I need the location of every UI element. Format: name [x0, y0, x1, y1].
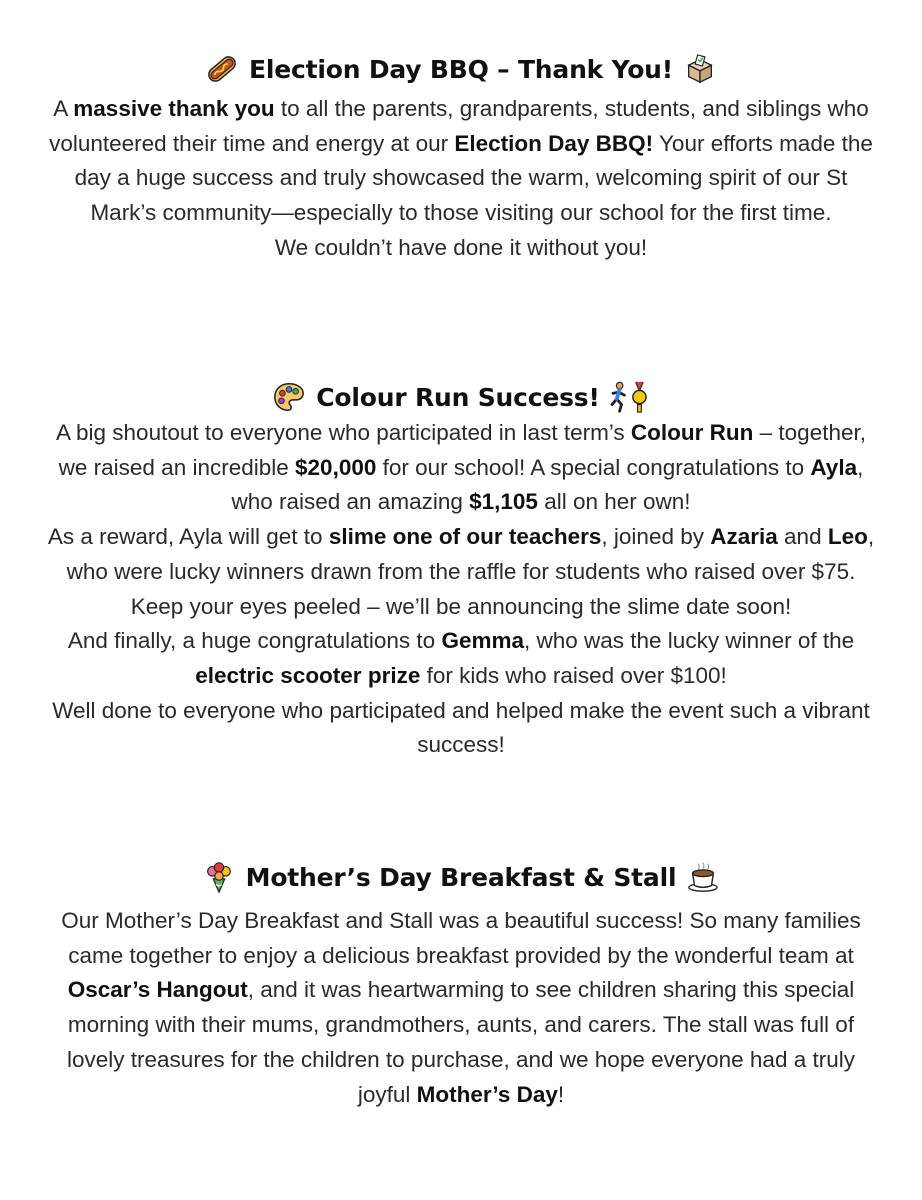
- paragraph: A big shoutout to everyone who participated in last term’s Colour Run – together, we raised an incredible $20,000 for our school! A special congratulations to Ayla, who raised an amazing $1,105 all on her own!: [56, 420, 866, 515]
- paragraph: As a reward, Ayla will get to slime one of our teachers, joined by Azaria and Leo, who were lucky winners drawn from the raffle for students who raised over $75.: [47, 524, 875, 584]
- paragraph: Well done to everyone who participated and helped make the event such a vibrant success!: [52, 697, 870, 758]
- section-heading: [40, 860, 882, 894]
- section-title: Election Day BBQ – Thank You!: [249, 54, 673, 84]
- section-election-bbq: [40, 52, 882, 266]
- section-colour-run: [40, 380, 882, 763]
- bouquet-icon: [202, 860, 236, 894]
- paragraph: Our Mother’s Day Breakfast and Stall was a beautiful success! So many families came together to enjoy a delicious breakfast provided by the wonderful team at Oscar’s Hangout, and it was heartwarming to see children sharing this special morning with their mums, grandmothers, aunts, and carers. The stall was full of lovely treasures for the children to purchase, and we hope everyone had a truly joyful Mother’s Day!: [61, 908, 861, 1107]
- paragraph: Keep your eyes peeled – we’ll be announcing the slime date soon!: [130, 593, 792, 619]
- section-mothers-day: [40, 860, 882, 1112]
- section-body: [40, 416, 882, 763]
- paragraph: We couldn’t have done it without you!: [274, 234, 648, 260]
- section-body: [40, 92, 882, 266]
- section-body: [40, 904, 882, 1112]
- coffee-cup-icon: [686, 860, 720, 894]
- paragraph: And finally, a huge congratulations to Gemma, who was the lucky winner of the electric scooter prize for kids who raised over $100!: [67, 628, 855, 688]
- ballot-box-icon: [683, 52, 717, 86]
- paragraph: A massive thank you to all the parents, grandparents, students, and siblings who volunteered their time and energy at our Election Day BBQ! Your efforts made the day a huge success and truly showcased the warm, welcoming spirit of our St Mark’s community—especially to those visiting our school for the first time.: [49, 96, 873, 226]
- hotdog-icon: [205, 52, 239, 86]
- section-title: Mother’s Day Breakfast & Stall: [245, 862, 677, 892]
- section-title: Colour Run Success!: [316, 382, 600, 412]
- section-heading: [40, 380, 882, 414]
- runner-medal-icon: [610, 380, 650, 414]
- artist-palette-icon: [272, 380, 306, 414]
- section-heading: [40, 52, 882, 86]
